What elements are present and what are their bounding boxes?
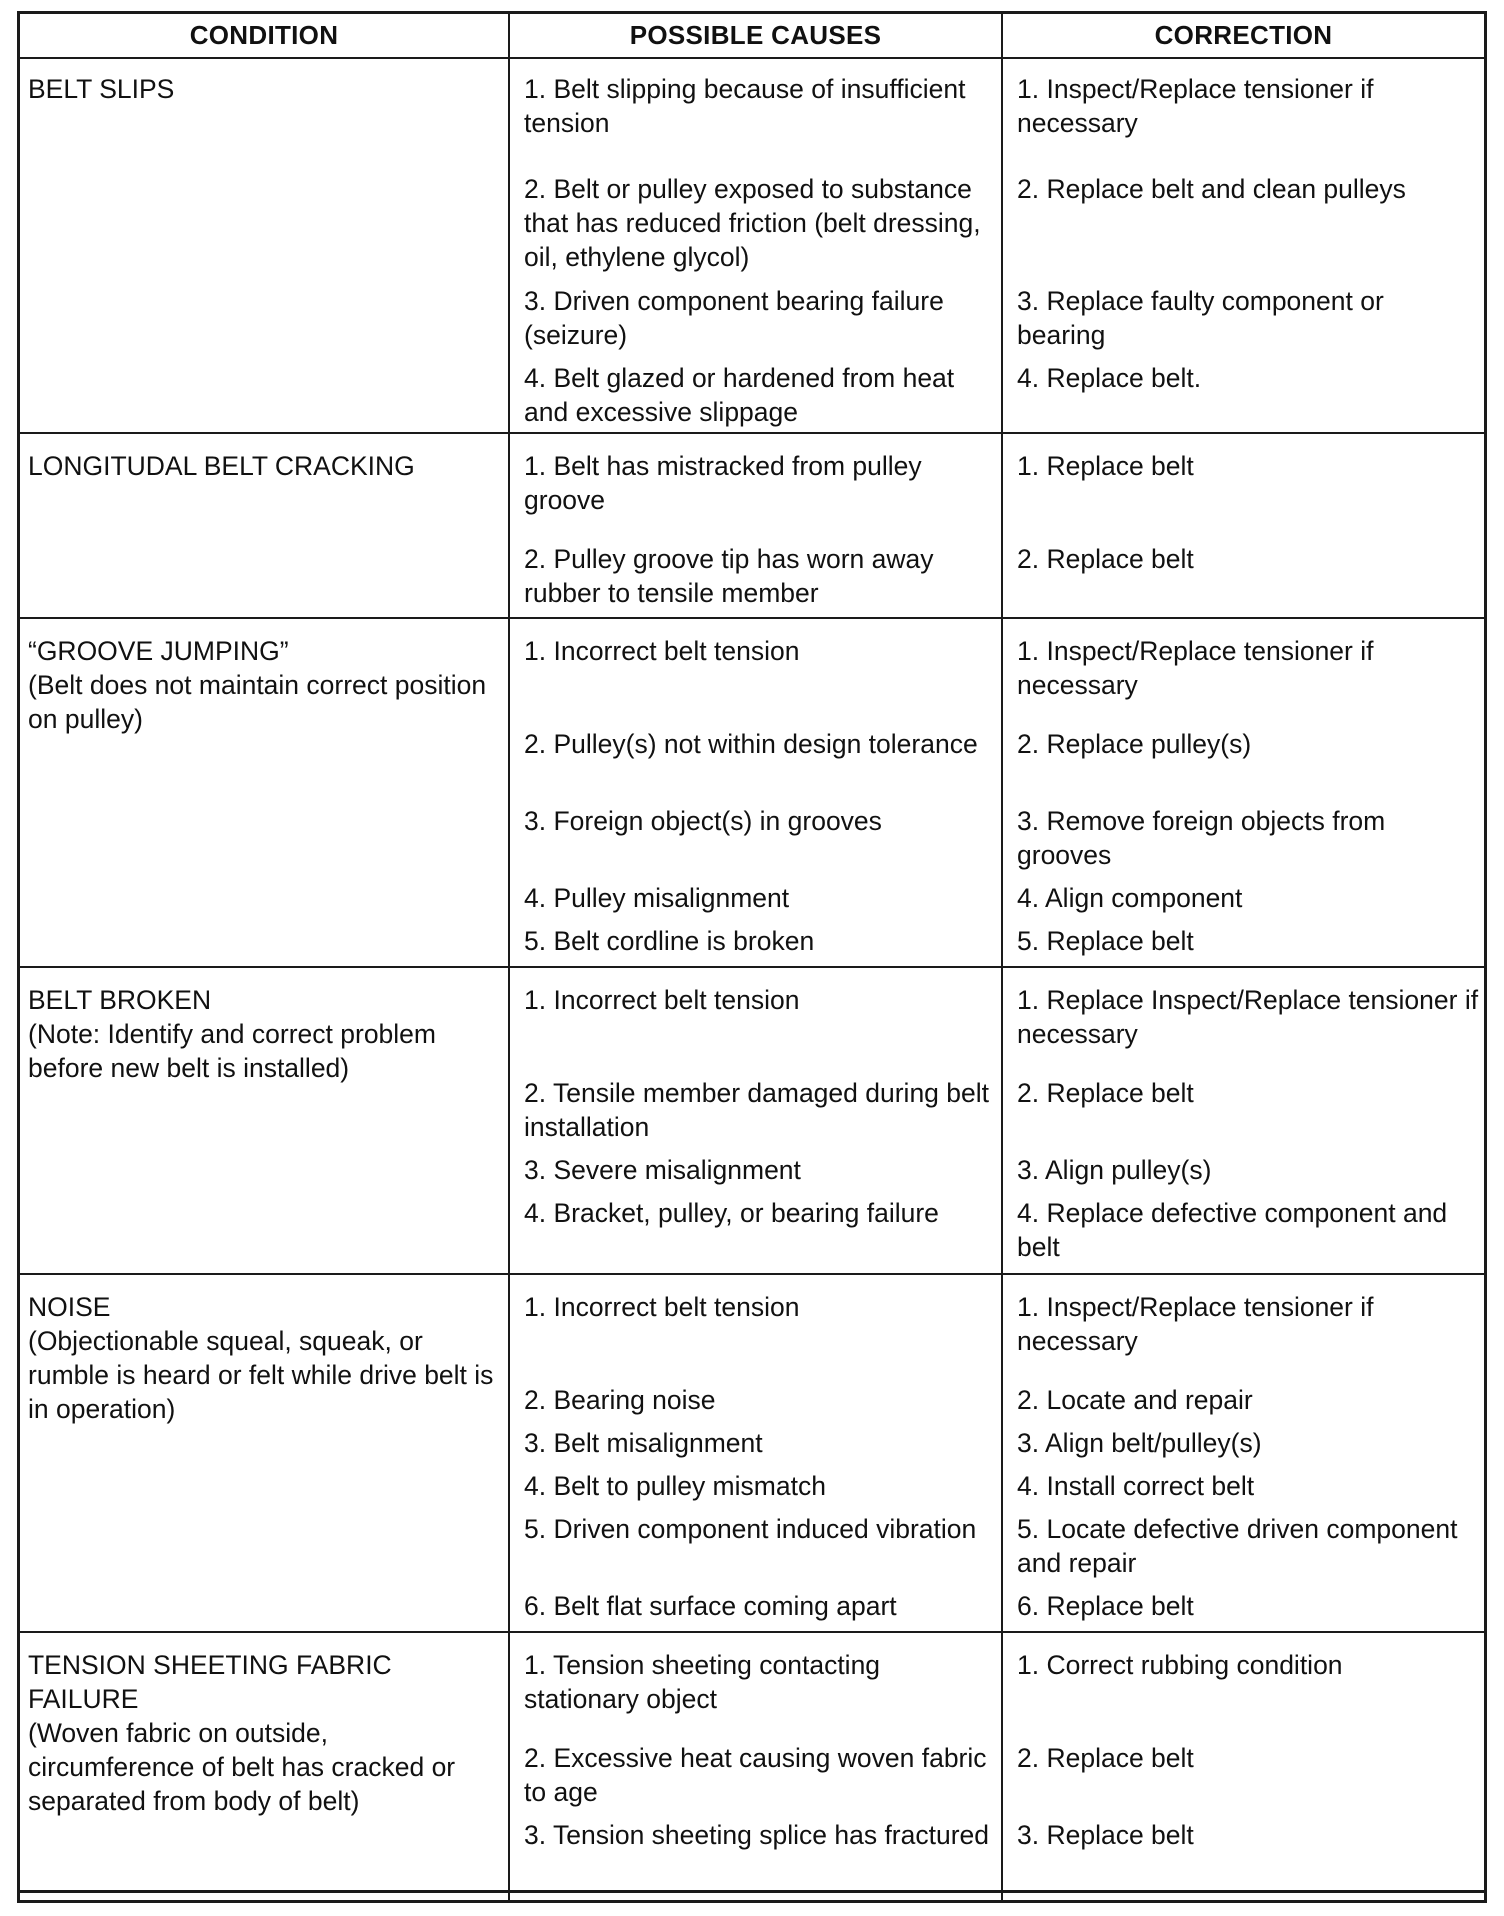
row-divider — [20, 617, 1484, 619]
cause-item: 4. Belt glazed or hardened from heat and excessive slippage — [524, 363, 955, 427]
correction-item: 5. Replace belt — [1017, 926, 1194, 956]
correction-item: 2. Locate and repair — [1017, 1385, 1253, 1415]
cause-item: 6. Belt flat surface coming apart — [524, 1591, 897, 1621]
cause-item: 5. Belt cordline is broken — [524, 926, 815, 956]
cause-item: 1. Incorrect belt tension — [524, 636, 800, 666]
header-possible-causes: POSSIBLE CAUSES — [629, 20, 882, 50]
correction-item: 3. Align pulley(s) — [1017, 1155, 1212, 1185]
correction-item: 3. Align belt/pulley(s) — [1017, 1428, 1262, 1458]
condition-belt-broken: BELT BROKEN (Note: Identify and correct problem before new belt is installed) — [28, 985, 436, 1083]
cause-item: 5. Driven component induced vibration — [524, 1514, 977, 1544]
cause-item: 3. Tension sheeting splice has fractured — [524, 1820, 990, 1850]
cause-item: 1. Belt slipping because of insufficient tension — [524, 74, 966, 138]
cause-item: 4. Belt to pulley mismatch — [524, 1471, 826, 1501]
correction-item: 4. Replace belt. — [1017, 363, 1202, 393]
cause-item: 4. Bracket, pulley, or bearing failure — [524, 1198, 939, 1228]
header-correction: CORRECTION — [1154, 20, 1333, 50]
correction-item: 1. Replace Inspect/Replace tensioner if necessary — [1017, 985, 1479, 1049]
condition-longitudal-belt-cracking: LONGITUDAL BELT CRACKING — [28, 451, 415, 481]
cause-item: 2. Bearing noise — [524, 1385, 716, 1415]
cause-item: 2. Pulley groove tip has worn away rubber to tensile member — [524, 544, 934, 608]
cause-item: 1. Incorrect belt tension — [524, 1292, 800, 1322]
row-divider — [20, 1631, 1484, 1633]
row-divider — [20, 432, 1484, 434]
cause-item: 1. Belt has mistracked from pulley groove — [524, 451, 922, 515]
correction-item: 2. Replace belt — [1017, 1078, 1194, 1108]
correction-item: 2. Replace belt — [1017, 544, 1194, 574]
correction-item: 2. Replace belt and clean pulleys — [1017, 174, 1406, 204]
column-divider — [508, 14, 510, 1900]
cause-item: 3. Severe misalignment — [524, 1155, 801, 1185]
correction-item: 4. Align component — [1017, 883, 1243, 913]
cause-item: 2. Belt or pulley exposed to substance that has reduced friction (belt dressing, oil, ethylene glycol) — [524, 174, 981, 272]
diagnosis-table — [17, 11, 1487, 1903]
condition-groove-jumping: “GROOVE JUMPING” (Belt does not maintain correct position on pulley) — [28, 636, 487, 734]
header-condition: CONDITION — [189, 20, 339, 50]
correction-item: 2. Replace pulley(s) — [1017, 729, 1252, 759]
bottom-rule — [20, 1890, 1484, 1893]
table-grid — [17, 11, 1487, 1903]
correction-item: 1. Correct rubbing condition — [1017, 1650, 1343, 1680]
correction-item: 4. Replace defective component and belt — [1017, 1198, 1448, 1262]
correction-item: 1. Inspect/Replace tensioner if necessary — [1017, 1292, 1374, 1356]
cause-item: 1. Incorrect belt tension — [524, 985, 800, 1015]
row-divider — [20, 966, 1484, 968]
correction-item: 3. Remove foreign objects from grooves — [1017, 806, 1386, 870]
cause-item: 1. Tension sheeting contacting stationary object — [524, 1650, 881, 1714]
condition-belt-slips: BELT SLIPS — [28, 74, 175, 104]
condition-tension-sheeting-fabric-failure: TENSION SHEETING FABRIC FAILURE (Woven fabric on outside, circumference of belt has cracked or separated from body of belt) — [28, 1650, 456, 1816]
cause-item: 2. Pulley(s) not within design tolerance — [524, 729, 978, 759]
correction-item: 1. Replace belt — [1017, 451, 1194, 481]
column-divider — [1001, 14, 1003, 1900]
cause-item: 4. Pulley misalignment — [524, 883, 790, 913]
correction-item: 4. Install correct belt — [1017, 1471, 1255, 1501]
cause-item: 2. Excessive heat causing woven fabric to age — [524, 1743, 987, 1807]
cause-item: 3. Driven component bearing failure (seizure) — [524, 286, 944, 350]
correction-item: 5. Locate defective driven component and repair — [1017, 1514, 1458, 1578]
condition-noise: NOISE (Objectionable squeal, squeak, or rumble is heard or felt while drive belt is in operation) — [28, 1292, 494, 1424]
cause-item: 2. Tensile member damaged during belt installation — [524, 1078, 990, 1142]
correction-item: 2. Replace belt — [1017, 1743, 1194, 1773]
correction-item: 1. Inspect/Replace tensioner if necessary — [1017, 636, 1374, 700]
correction-item: 6. Replace belt — [1017, 1591, 1194, 1621]
header-divider — [20, 57, 1484, 59]
correction-item: 3. Replace faulty component or bearing — [1017, 286, 1384, 350]
row-divider — [20, 1273, 1484, 1275]
correction-item: 3. Replace belt — [1017, 1820, 1194, 1850]
correction-item: 1. Inspect/Replace tensioner if necessary — [1017, 74, 1374, 138]
cause-item: 3. Belt misalignment — [524, 1428, 763, 1458]
cause-item: 3. Foreign object(s) in grooves — [524, 806, 882, 836]
